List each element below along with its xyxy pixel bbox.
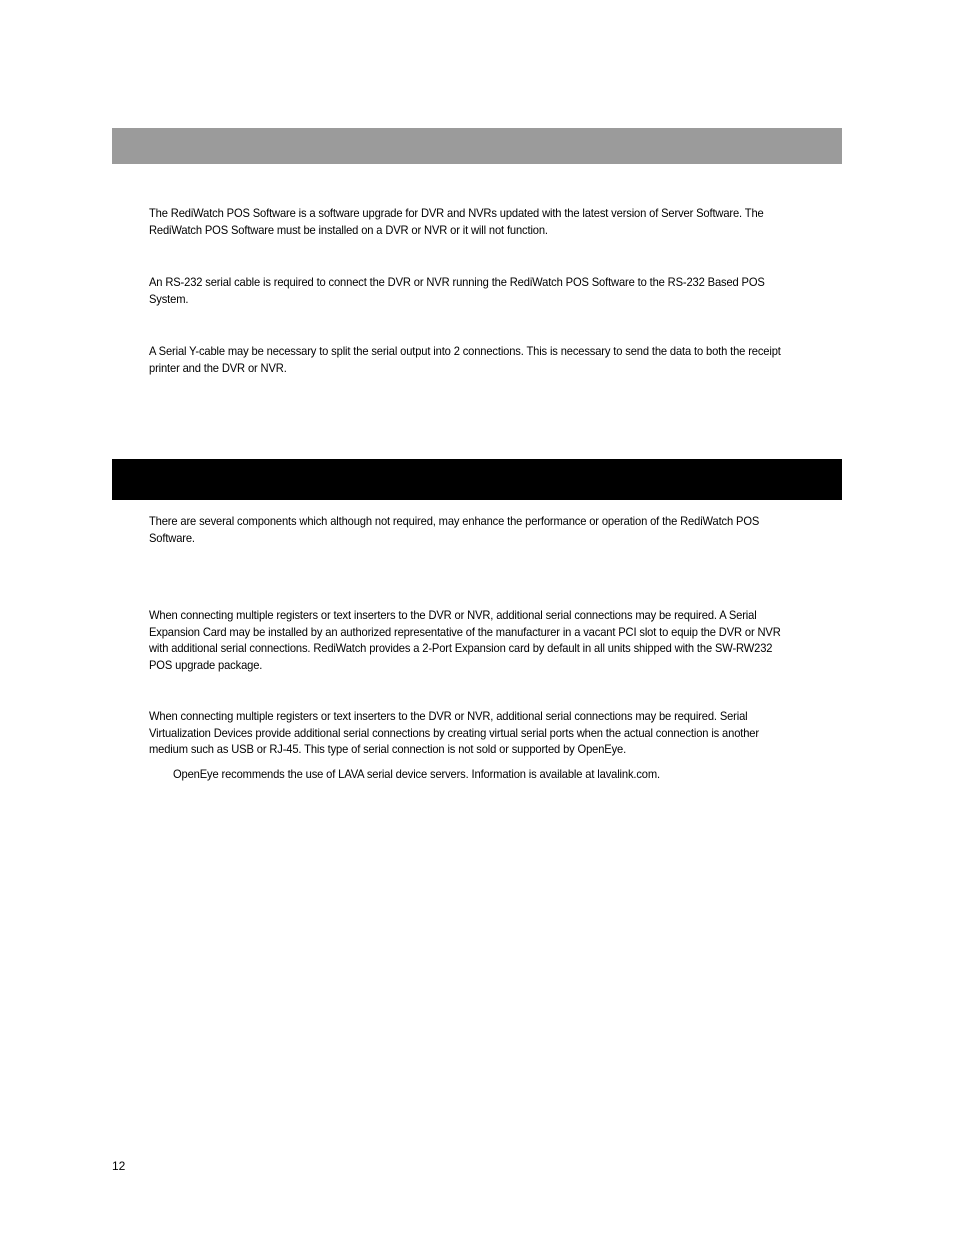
paragraph-software-requirement: The RediWatch POS Software is a software upgrade for DVR and NVRs updated with the latest version of Server Software. The RediWatch POS Software must be installed on a DVR or NVR or it will not function.	[149, 206, 764, 237]
paragraph-expansion-card: When connecting multiple registers or text inserters to the DVR or NVR, additional serial connections may be required. A Serial Expansion Card may be installed by an authorized representative of the manufacturer in a vacant PCI slot to equip the DVR or NVR with additional serial connections. RediWatch provides a 2-Port Expansion card by default in all units shipped with the SW-RW232 POS upgrade package.	[149, 608, 781, 672]
paragraph-serial-cable: An RS-232 serial cable is required to connect the DVR or NVR running the RediWatch POS Software to the RS-232 Based POS System.	[149, 275, 765, 306]
note-lava-recommendation: OpenEye recommends the use of LAVA serial device servers. Information is available at lavalink.com.	[173, 767, 660, 781]
paragraph-y-cable: A Serial Y-cable may be necessary to split the serial output into 2 connections. This is necessary to send the data to both the receipt printer and the DVR or NVR.	[149, 344, 781, 375]
page-number: 12	[112, 1159, 126, 1173]
section-header-optional	[112, 459, 842, 500]
section-header-requirements	[112, 128, 842, 164]
paragraph-virtualization: When connecting multiple registers or text inserters to the DVR or NVR, additional serial connections may be required. Serial Virtualization Devices provide additional serial connections by creating virtual serial ports when the actual connection is another medium such as USB or RJ-45. This type of serial connection is not sold or supported by OpenEye.	[149, 709, 759, 756]
paragraph-optional-intro: There are several components which although not required, may enhance the performance or operation of the RediWatch POS Software.	[149, 514, 760, 545]
